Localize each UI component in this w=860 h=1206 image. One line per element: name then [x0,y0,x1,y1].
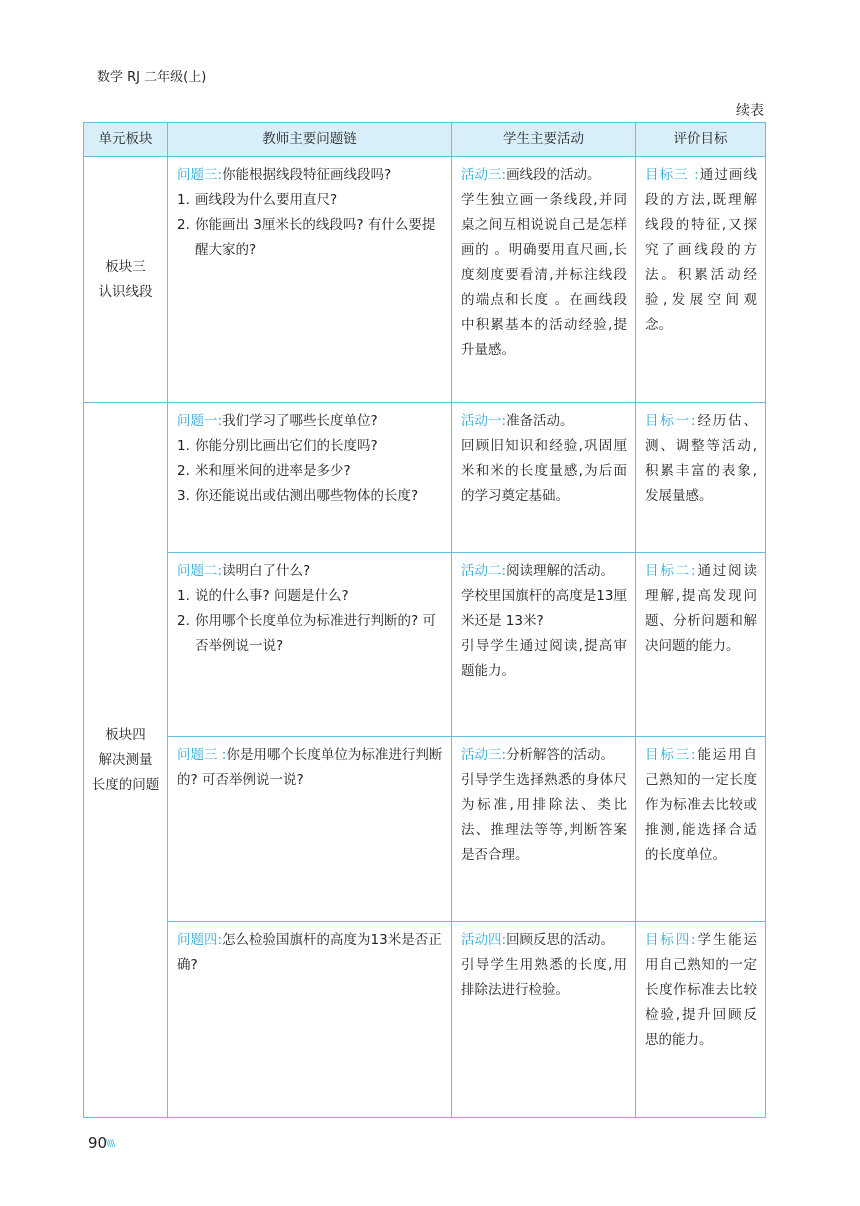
question-text: 你能根据线段特征画线段吗? [222,167,392,183]
question-cell [168,403,452,553]
question-lead: 问题二: [177,563,223,579]
goal-cell [636,737,766,922]
question-text: 怎么检验国旗杆的高度为13米是否正确? [177,932,442,973]
activity-body: 学校里国旗杆的高度是13厘米还是 13米? [461,588,627,629]
goal-lead: 目标二: [645,563,696,579]
activity-cell [452,403,636,553]
activity-body: 学生独立画一条线段,并同桌之间互相说说自己是怎样画的 。明确要用直尺画,长度刻度要看清,并标注线段的端点和长度 。在画线段中积累基本的活动经验,提升量感。 [461,192,627,358]
question-text: 读明白了什么? [222,563,311,579]
list-item: 2. 你能画出 3厘米长的线段吗? 有什么要提醒大家的? [177,217,436,258]
page-number: 90 [88,1134,108,1152]
list-item: 1. 画线段为什么要用直尺? [177,192,338,208]
activity-body: 引导学生通过阅读,提高审题能力。 [461,638,627,679]
continued-label: 续表 [736,103,764,119]
goal-lead: 目标三: [645,747,696,763]
goal-text: 通过阅读理解,提高发现问题、分析问题和解决问题的能力。 [645,563,757,654]
board-cell [84,403,168,1118]
question-lead: 问题三: [177,167,223,183]
activity-cell [452,157,636,403]
list-item: 2. 米和厘米间的进率是多少? [177,463,351,479]
activity-lead: 活动一: [461,413,507,429]
table-row [84,922,766,1118]
activity-lead: 活动三: [461,167,507,183]
goal-text: 通过画线段的方法,既理解线段的特征,又探究了画线段的方法。积累活动经验,发展空间观念。 [645,167,757,333]
question-cell [168,737,452,922]
activity-cell [452,553,636,737]
page-number-stripes-icon: \\\\ [106,1139,115,1149]
column-header: 评价目标 [636,123,766,157]
running-header: 数学 RJ 二年级(上) [97,70,207,85]
board-line: 认识线段 [98,283,153,300]
goal-cell [636,553,766,737]
question-text: 我们学习了哪些长度单位? [222,413,378,429]
table-row [84,403,766,553]
activity-body: 回顾旧知识和经验,巩固厘米和米的长度量感,为后面的学习奠定基础。 [461,438,627,504]
activity-cell [452,737,636,922]
question-lead: 问题一: [177,413,223,429]
table-row [84,737,766,922]
lesson-plan-table [83,122,766,1118]
board-line: 板块三 [105,258,146,275]
list-item: 3. 你还能说出或估测出哪些物体的长度? [177,488,419,504]
activity-title: 画线段的活动。 [506,167,601,183]
activity-title: 阅读理解的活动。 [506,563,615,579]
goal-text: 经历估、测、调整等活动,积累丰富的表象,发展量感。 [645,413,757,504]
table-row [84,157,766,403]
activity-lead: 活动二: [461,563,507,579]
goal-cell [636,157,766,403]
table-header-row [84,123,766,157]
question-lead: 问题四: [177,932,223,948]
question-cell [168,553,452,737]
goal-lead: 目标四: [645,932,696,948]
activity-title: 分析解答的活动。 [506,747,615,763]
activity-lead: 活动四: [461,932,507,948]
question-cell [168,157,452,403]
list-item: 1. 你能分别比画出它们的长度吗? [177,438,378,454]
board-line: 长度的问题 [91,776,160,793]
column-header: 学生主要活动 [452,123,636,157]
goal-cell [636,922,766,1118]
goal-lead: 目标一: [645,413,696,429]
activity-title: 准备活动。 [506,413,574,429]
goal-lead: 目标三 : [645,167,699,183]
list-item: 1. 说的什么事? 问题是什么? [177,588,349,604]
goal-text: 学生能运用自己熟知的一定长度作标准去比较检验,提升回顾反思的能力。 [645,932,757,1048]
list-item: 2. 你用哪个长度单位为标准进行判断的? 可否举例说一说? [177,613,436,654]
activity-title: 回顾反思的活动。 [506,932,615,948]
activity-lead: 活动三: [461,747,507,763]
column-header: 单元板块 [84,123,168,157]
question-lead: 问题三 : [177,747,227,763]
activity-body: 引导学生用熟悉的长度,用排除法进行检验。 [461,957,627,998]
goal-text: 能运用自己熟知的一定长度作为标准去比较或推测,能选择合适的长度单位。 [645,747,757,863]
column-header: 教师主要问题链 [168,123,452,157]
table-row [84,553,766,737]
board-cell [84,157,168,403]
board-line: 解决测量 [98,751,153,768]
question-cell [168,922,452,1118]
activity-body: 引导学生选择熟悉的身体尺为标准,用排除法、类比法、推理法等等,判断答案是否合理。 [461,772,627,863]
activity-cell [452,922,636,1118]
board-line: 板块四 [105,726,146,743]
question-text: 你是用哪个长度单位为标准进行判断的? 可否举例说一说? [177,747,443,788]
goal-cell [636,403,766,553]
